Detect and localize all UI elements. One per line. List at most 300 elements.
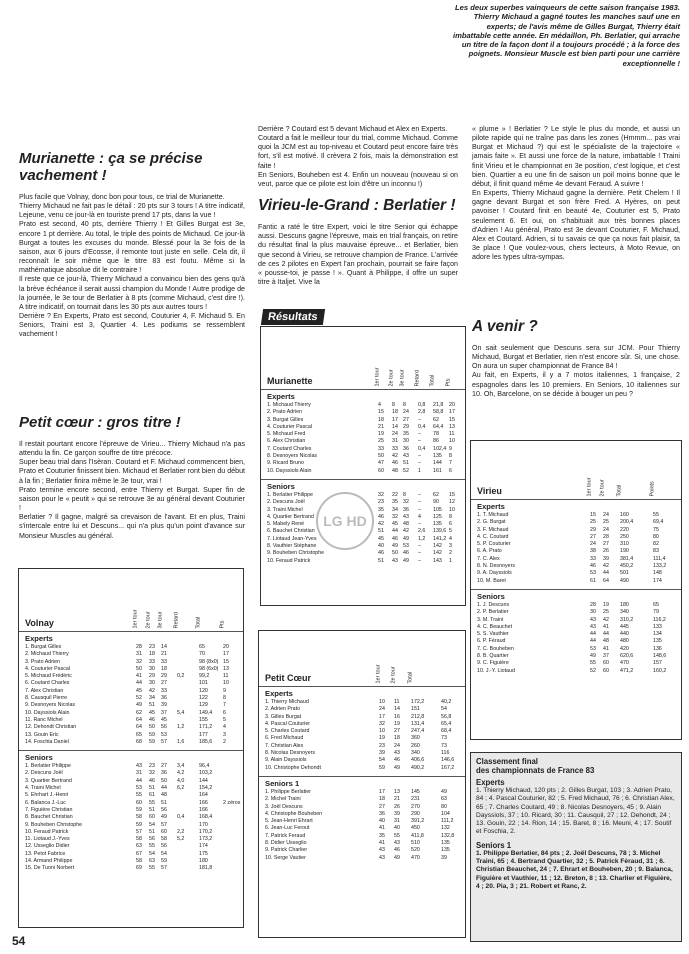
table-row	[23, 792, 239, 799]
table-cell: 2,8	[418, 409, 426, 416]
table-cell: 50	[392, 550, 398, 557]
table-cell: 46	[378, 550, 384, 557]
rider-name: 10. Serge Vautier	[265, 854, 306, 861]
table-cell: 6	[449, 521, 452, 528]
table-cell: 24	[392, 431, 398, 438]
table-row	[475, 541, 677, 548]
table-cell: 42	[603, 563, 609, 570]
table-cell: 65	[653, 601, 659, 608]
column-header: 2e tour	[388, 368, 395, 386]
paragraph: Super beau trial dans l'Isèran. Coutard et F. Michaud commencent bien, Prato et Couturier finissent bien. Michaud et Berlatier ront bien du début à la fin ; Berlatier finira même le 3e tour, vrai !	[19, 458, 245, 485]
section-label: Experts	[477, 502, 505, 511]
table-cell: 24	[590, 541, 596, 548]
table-cell: 29	[403, 423, 409, 430]
table-cell: 43	[590, 616, 596, 623]
table-cell: 190	[620, 548, 629, 555]
table-cell: 59	[149, 731, 155, 738]
table-row	[23, 724, 239, 731]
table-cell: 10	[449, 438, 455, 445]
paragraph: Prato termine encore second, entre Thierry et Burgat. Super fin de saison pour le « peutit » qui se retrouve 3e au général devant Couturier !	[19, 485, 245, 513]
table-row	[263, 789, 461, 796]
rider-name: 10. M. Baret	[477, 577, 506, 584]
table-cell: 67	[136, 850, 142, 857]
table-cell: 132	[441, 825, 450, 832]
table-cell: 39	[161, 702, 167, 709]
table-cell: 4	[378, 402, 381, 408]
rider-name: 10. J.-Y. Liotaud	[477, 667, 515, 674]
table-cell: 52	[136, 695, 142, 702]
table-row	[23, 763, 239, 770]
table-cell: 50	[161, 777, 167, 784]
table-cell: 44	[136, 777, 142, 784]
column-header: Total	[616, 484, 623, 496]
table-cell: 39	[441, 854, 447, 861]
table-row	[265, 409, 461, 416]
rider-name: 10. Christophe Dehondt	[265, 764, 321, 771]
table-cell: 49	[161, 814, 167, 821]
rider-name: 1. Berlatier Philippe	[25, 763, 71, 770]
table-cell: 26	[603, 548, 609, 555]
table-cell: 43	[392, 557, 398, 564]
table-row	[23, 778, 239, 785]
table-cell: 41	[603, 645, 609, 652]
table-cell: –	[418, 438, 421, 445]
table-cell: 68	[136, 738, 142, 745]
table-cell: 181,8	[199, 865, 213, 872]
table-cell: 6,2	[177, 785, 185, 792]
table-cell: 171,2	[199, 724, 213, 731]
table-cell: 99,2	[199, 673, 210, 680]
rider-name: 1. Thierry Michaud	[265, 699, 309, 705]
results-table-virieu	[470, 440, 682, 740]
table-cell: 24	[603, 526, 609, 533]
table-cell: 21,8	[433, 402, 444, 408]
table-cell: 17	[223, 651, 229, 658]
table-cell: 480	[620, 638, 629, 645]
column-header: Retard	[173, 611, 180, 628]
table-cell: 21	[161, 651, 167, 658]
table-cell: 381,4	[620, 555, 634, 562]
rider-name: 5. Ehrhart J.-Henri	[25, 792, 69, 799]
table-row	[263, 728, 461, 735]
table-cell: 103,2	[199, 770, 213, 777]
table-row	[23, 710, 239, 717]
table-cell: 35	[378, 506, 384, 513]
table-cell: 8	[392, 402, 395, 408]
table-row	[263, 818, 461, 825]
table-cell: 36	[161, 695, 167, 702]
table-cell: 36	[403, 445, 409, 452]
table-row	[23, 688, 239, 695]
table-cell: 57	[161, 865, 167, 872]
table-row	[263, 699, 461, 706]
table-cell: 172,2	[411, 699, 425, 705]
table-cell: 129	[199, 702, 208, 709]
table-cell: 2	[223, 738, 226, 745]
table-cell: 43	[394, 840, 400, 847]
table-cell: 32	[136, 658, 142, 665]
table-cell: 44	[392, 528, 398, 535]
table-cell: 133	[653, 623, 662, 630]
table-cell: 48	[603, 638, 609, 645]
table-cell: 57	[136, 828, 142, 835]
table-cell: 98 (8x0)	[199, 658, 219, 665]
rider-name: 3. Joël Descuns	[265, 803, 303, 810]
column-1	[19, 150, 245, 340]
table-cell: 1	[418, 467, 421, 474]
table-cell: 445	[620, 623, 629, 630]
table-cell: 18	[379, 796, 385, 803]
rider-name: 10. Feraud Patrick	[267, 557, 311, 564]
rider-name: 6. Jean-Luc Ferout	[265, 825, 310, 832]
table-cell: 29	[149, 673, 155, 680]
table-cell: 32	[392, 513, 398, 520]
table-cell: 20	[449, 402, 455, 408]
table-cell: 151	[411, 706, 420, 713]
table-cell: 5,4	[177, 709, 185, 716]
table-row	[265, 558, 461, 565]
table-cell: 51	[149, 702, 155, 709]
table-cell: 173,2	[199, 836, 213, 843]
table-cell: –	[418, 431, 421, 438]
table-row	[265, 446, 461, 453]
table-cell: 501	[620, 570, 629, 577]
table-cell: 59	[161, 858, 167, 865]
table-row	[475, 653, 677, 660]
paragraph: En Experts, Thierry Michaud gagne la dernière. Petit Chelem ! Il gagne devant Burgat et son frère Fred. A Hyères, on peut pavoiser ! Coutard finit en beauté 4e, Couturier est 5, Prato seulement 6. Et oui, on s'habituait aux très bonnes places d'Adrien ! Au général, Prato est 3e devant Couturier, F. Michaud, Alex et Coutard. Adrien, si tu savais ce que ça nous fait plaisir, ta 3e place ! Que voulez-vous, chers lecteurs, à Moto Revue, on adore les types ultra-sympas.	[472, 189, 680, 262]
table-row	[23, 732, 239, 739]
table-cell: 161	[433, 467, 442, 474]
column-header: Total	[429, 374, 436, 386]
table-cell: 8	[449, 453, 452, 460]
table-cell: 180	[620, 601, 629, 608]
table-cell: 46	[378, 513, 384, 520]
table-cell: 55	[590, 660, 596, 667]
table-cell: –	[418, 557, 421, 564]
paragraph: Derrière ? Coutard est 5 devant Michaud et Alex en Experts.	[258, 125, 448, 133]
rider-name: 13. Petot Fabrice	[25, 850, 66, 857]
table-cell: 125	[433, 513, 442, 520]
table-row	[263, 757, 461, 764]
table-row	[23, 739, 239, 746]
text-petit-coeur	[19, 440, 245, 541]
rider-name: 5. Michaud Fred	[267, 431, 306, 438]
table-cell: 75	[653, 526, 659, 533]
table-cell: 49	[403, 535, 409, 542]
table-title: Virieu	[477, 486, 502, 496]
column-header: 1er tour	[375, 664, 382, 683]
table-header	[19, 569, 243, 631]
text-column-2	[258, 125, 458, 189]
table-cell: 41	[603, 623, 609, 630]
rider-name: 7. Coutard Charles	[267, 445, 312, 452]
classement-experts-label: Experts	[476, 778, 505, 787]
rider-name: 14. Foschia Daniel	[25, 738, 69, 745]
table-cell: 65,4	[441, 720, 452, 727]
table-cell: 135	[653, 638, 662, 645]
table-cell: 135	[433, 453, 442, 460]
table-cell: 290	[411, 810, 420, 817]
table-cell: 55	[149, 865, 155, 872]
rider-name: 2. G. Burgat	[477, 519, 506, 526]
table-cell: 6	[449, 467, 452, 474]
table-cell: 134	[653, 631, 662, 638]
heading-virieu: Virieu-le-Grand : Berlatier !	[258, 197, 456, 215]
table-cell: 51	[403, 460, 409, 467]
table-cell: –	[418, 550, 421, 557]
table-cell: 62	[433, 491, 439, 498]
table-cell: 30	[403, 438, 409, 445]
table-cell: 19	[394, 720, 400, 727]
rider-name: 3. Gilles Burgat	[265, 713, 302, 720]
table-cell: 46	[590, 563, 596, 570]
column-header: Retard	[414, 369, 421, 386]
table-cell: 131,4	[411, 720, 425, 727]
table-cell: 53	[590, 570, 596, 577]
table-cell: 14	[394, 706, 400, 713]
table-cell: 33	[392, 445, 398, 452]
table-cell: 471,2	[620, 667, 634, 674]
table-cell: 116,2	[653, 616, 666, 623]
table-cell: 41	[136, 673, 142, 680]
table-rows	[471, 602, 681, 675]
table-cell: 30	[149, 665, 155, 672]
table-row	[475, 556, 677, 563]
rider-name: 7. Patrick Feraud	[265, 832, 306, 839]
table-row	[23, 785, 239, 792]
rider-name: 6. Balanca J.-Luc	[25, 799, 66, 806]
table-cell: 36	[403, 506, 409, 513]
table-cell: –	[418, 453, 421, 460]
table-row	[23, 717, 239, 724]
table-rows	[19, 644, 243, 746]
table-cell: 155	[199, 716, 208, 723]
table-row	[23, 822, 239, 829]
table-cell: 450,2	[620, 563, 634, 570]
table-cell: 23	[378, 499, 384, 506]
rider-name: 9. A. Dayssiols	[477, 570, 512, 577]
table-cell: 26	[394, 803, 400, 810]
table-cell: 51	[149, 828, 155, 835]
table-cell: 27	[161, 680, 167, 687]
table-cell: 2,2	[177, 828, 185, 835]
rider-name: 3. F. Michaud	[477, 526, 509, 533]
table-cell: 18	[394, 735, 400, 742]
table-cell: 510	[411, 840, 420, 847]
table-cell: 15	[590, 512, 596, 518]
rider-name: 3. M. Traini	[477, 616, 504, 623]
table-cell: 15	[449, 491, 455, 498]
table-cell: 64,4	[433, 423, 444, 430]
table-row	[265, 424, 461, 431]
rider-name: 2. Michaud Thierry	[25, 651, 69, 658]
table-cell: 49	[394, 764, 400, 771]
rider-name: 9. Ricard Bruno	[267, 460, 304, 467]
table-cell: 168,4	[199, 814, 213, 821]
resultats-label: Résultats	[261, 309, 325, 325]
table-cell: 133,2	[653, 563, 667, 570]
table-row	[263, 811, 461, 818]
table-cell: 111,2	[441, 818, 454, 825]
table-cell: 22	[392, 491, 398, 498]
results-table-murianette	[260, 326, 466, 606]
table-cell: 170,2	[199, 828, 213, 835]
table-cell: –	[418, 460, 421, 467]
table-cell: 14	[392, 423, 398, 430]
table-cell: 51	[161, 799, 167, 806]
table-cell: 25	[590, 519, 596, 526]
paragraph: On sait seulement que Descuns sera sur JCM. Pour Thierry Michaud, Burgat et Berlatier, rien n'est encore sûr. Si, une chose. On aura un super championnat de France 84 !	[472, 344, 680, 371]
paragraph: Thierry Michaud ne fait pas le détail : 20 pts sur 3 tours ! A titre indicatif, Lejeune, venu ce jour-là en touriste prend 17 pts, dans la vue !	[19, 202, 245, 220]
table-row	[23, 858, 239, 865]
column-header: 3e tour	[399, 368, 406, 386]
table-cell: 175	[199, 850, 208, 857]
table-cell: 64	[136, 716, 142, 723]
table-cell: 49	[441, 788, 447, 795]
rider-name: 2. Prato Adrien	[267, 409, 303, 416]
table-cell: 33	[161, 658, 167, 665]
table-cell: 55	[149, 799, 155, 806]
table-cell: 8	[223, 695, 226, 702]
table-cell: 56	[161, 724, 167, 731]
table-row	[23, 659, 239, 666]
text-murianette	[19, 193, 245, 340]
classement-experts-text: 1. Thierry Michaud, 120 pts ; 2. Gilles Burgat, 103 ; 3. Adrien Prato, 84 ; 4. Pascal Couturier, 82 ; 5. Fred Michaud, 76 ; 6. Christian Alex, 65 ; 7. Charles Coutard, 49 ; 8. Nicolas Desnoyers, 45 ; 9. Alain Dayssiols, 37 ; 10. Ricard, 30 ; 11. Causquil, 27 ; 12. Dehondt, 24 ; 13. Gouin, 22 ; 14. Rion, 14 ; 15. Baret, 8 ; 16. Meuni, 4 ; 17. Soutif et Foschia, 2.	[476, 787, 675, 836]
table-cell: 52	[403, 467, 409, 474]
table-cell: 40	[378, 543, 384, 550]
table-row	[475, 534, 677, 541]
table-cell: 157	[653, 660, 662, 667]
table-cell: 80	[653, 533, 659, 540]
table-cell: 32	[403, 499, 409, 506]
table-row	[263, 796, 461, 803]
table-row	[263, 840, 461, 847]
table-cell: 4	[418, 513, 421, 520]
rider-name: 8. Nicolas Desnoyers	[265, 750, 316, 757]
rider-name: 10. Dayssiols Alain	[25, 709, 70, 716]
table-cell: 54	[441, 706, 447, 713]
rider-name: 8. N. Desnoyers	[477, 563, 515, 570]
table-cell: 56	[149, 836, 155, 843]
rider-name: 4. Quartier Bertrand	[267, 513, 314, 520]
table-cell: 46	[403, 550, 409, 557]
table-cell: 1,2	[418, 535, 426, 542]
table-row	[263, 825, 461, 832]
table-row	[263, 750, 461, 757]
rider-name: 7. Christian Alex	[265, 742, 304, 749]
heading-a-venir: A venir ?	[472, 318, 538, 335]
rider-name: 5. Michaud Frédéric	[25, 673, 72, 680]
rider-name: 4. Couturier Pascal	[267, 423, 313, 430]
table-cell: 49	[392, 543, 398, 550]
table-cell: 64	[603, 577, 609, 584]
table-cell: 34	[392, 506, 398, 513]
table-cell: 43	[403, 513, 409, 520]
rider-name: 4. Traini Michel	[25, 785, 61, 792]
rider-name: 5. Mabely René	[267, 521, 305, 528]
rider-name: 9. Patrick Charlier	[265, 847, 308, 854]
table-cell: 73	[441, 742, 447, 749]
paragraph: En Seniors, Bouheben est 4. Enfin un nouveau (nouveau si on veut, parce que ce pilote est loin d'être un inconnu !)	[258, 170, 458, 188]
table-cell: 45	[378, 535, 384, 542]
table-cell: 132,8	[441, 832, 455, 839]
table-cell: 420	[620, 645, 629, 652]
table-cell: 25	[378, 438, 384, 445]
table-cell: 27	[379, 803, 385, 810]
table-cell: 143	[433, 557, 442, 564]
table-cell: 54	[379, 757, 385, 764]
table-cell: 10	[223, 680, 229, 687]
rider-name: 2. Adrien Prato	[265, 706, 301, 713]
table-cell: 19	[603, 601, 609, 608]
table-cell: 260	[411, 742, 420, 749]
table-cell: 62	[433, 416, 439, 423]
rider-name: 6. Fred Michaud	[265, 735, 304, 742]
table-row	[475, 617, 677, 624]
column-3	[472, 125, 680, 262]
table-row	[23, 800, 239, 807]
table-cell: 170	[199, 821, 208, 828]
table-row	[263, 743, 461, 750]
table-row	[263, 847, 461, 854]
table-row	[475, 631, 677, 638]
table-cell: 96,4	[199, 763, 210, 770]
rider-name: 1. Michaud Thierry	[267, 402, 311, 408]
table-cell: 340	[620, 609, 629, 616]
column-header: 2e tour	[145, 610, 152, 628]
table-cell: 59	[136, 806, 142, 813]
rider-name: 4. C. Beauchet	[477, 623, 513, 630]
table-row	[23, 651, 239, 658]
table-cell: 53	[136, 785, 142, 792]
rider-name: 4. C. Coutard	[477, 533, 509, 540]
rider-name: 8. Bauchet Christian	[25, 814, 73, 821]
table-cell: 1,6	[177, 738, 185, 745]
table-cell: 310,2	[620, 616, 634, 623]
table-cell: 17	[379, 713, 385, 720]
table-cell: 54	[161, 850, 167, 857]
table-cell: 31	[394, 818, 400, 825]
table-row	[263, 735, 461, 742]
table-cell: 3,4	[177, 763, 185, 770]
rider-name: 1. Philippe Berlatier	[265, 788, 311, 795]
rider-name: 4. Pascal Couturier	[265, 720, 311, 727]
rider-name: 5. Charles Coutard	[265, 728, 310, 735]
table-title: Volnay	[25, 618, 54, 628]
table-row	[265, 431, 461, 438]
table-cell: 2	[449, 550, 452, 557]
table-cell: 43	[379, 854, 385, 861]
table-cell: 58	[161, 836, 167, 843]
table-cell: 41	[379, 840, 385, 847]
table-row	[263, 721, 461, 728]
table-cell: 17	[379, 788, 385, 795]
table-row	[23, 836, 239, 843]
table-cell: 23	[379, 742, 385, 749]
table-cell: 27	[603, 541, 609, 548]
table-cell: 59	[149, 738, 155, 745]
table-cell: 56	[161, 843, 167, 850]
table-cell: 27	[590, 533, 596, 540]
table-cell: 27	[403, 416, 409, 423]
rider-name: 1. Berlatier Philippe	[267, 491, 313, 498]
table-cell: 45	[149, 709, 155, 716]
table-row	[265, 417, 461, 424]
table-cell: 46	[392, 460, 398, 467]
section-label: Seniors	[477, 591, 505, 601]
table-cell: 160,2	[653, 667, 667, 674]
table-cell: –	[418, 521, 421, 528]
